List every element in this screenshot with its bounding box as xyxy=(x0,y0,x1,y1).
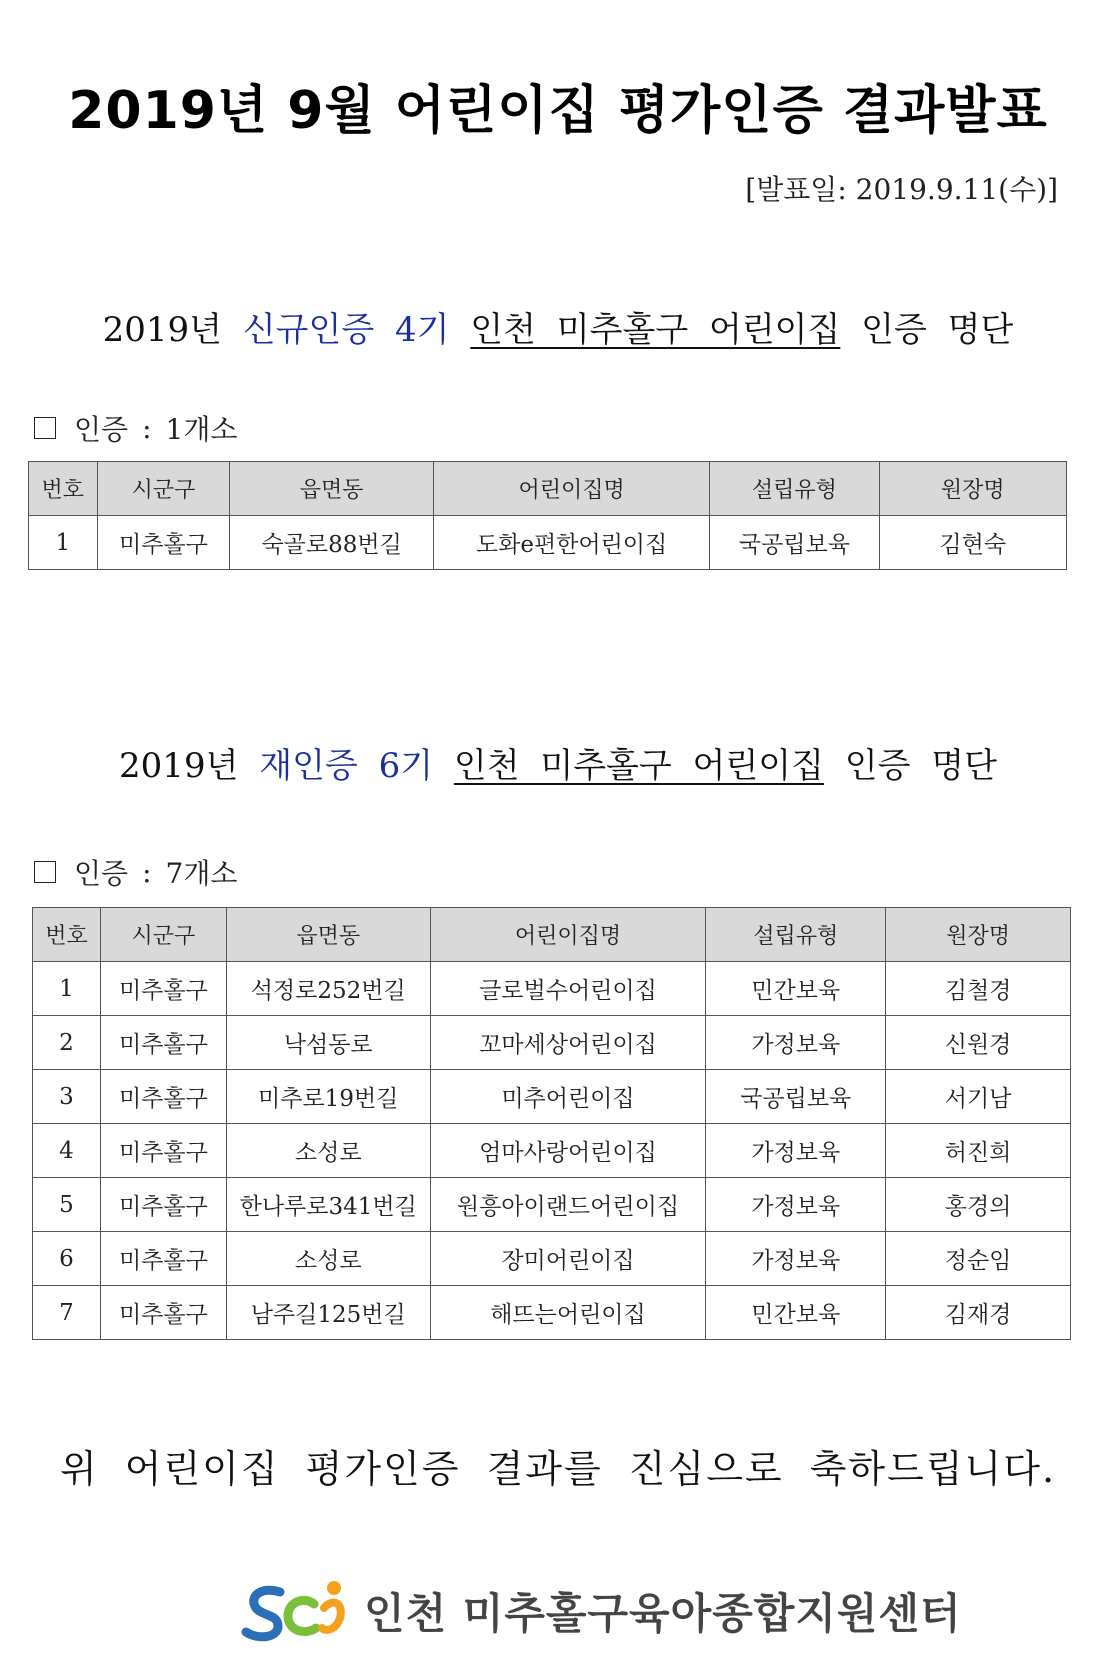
col-header-district: 시군구 xyxy=(97,462,230,516)
table-row xyxy=(33,1232,1071,1286)
table-header-row xyxy=(29,462,1067,516)
count-separator: : xyxy=(142,411,152,445)
section2-suffix: 인증 명단 xyxy=(844,746,997,786)
col-header-district: 시군구 xyxy=(100,908,226,962)
cell-district: 미추홀구 xyxy=(97,516,230,570)
col-header-daycare-name: 어린이집명 xyxy=(430,908,706,962)
cell-number: 1 xyxy=(33,962,101,1016)
col-header-director: 원장명 xyxy=(886,908,1071,962)
announce-date: [발표일: 2019.9.11(수)] xyxy=(745,173,1058,206)
cell-district: 미추홀구 xyxy=(100,1178,226,1232)
cell-address: 미추로19번길 xyxy=(226,1070,430,1124)
cell-daycare-name: 장미어린이집 xyxy=(430,1232,706,1286)
cell-establishment-type: 가정보육 xyxy=(706,1016,886,1070)
cell-address: 소성로 xyxy=(226,1232,430,1286)
cell-daycare-name: 도화e편한어린이집 xyxy=(433,516,709,570)
cell-number: 6 xyxy=(33,1232,101,1286)
footer-logo xyxy=(240,1578,962,1644)
table-row xyxy=(33,1016,1071,1070)
cell-establishment-type: 가정보육 xyxy=(706,1232,886,1286)
cell-establishment-type: 국공립보육 xyxy=(706,1070,886,1124)
recertification-table xyxy=(32,907,1071,1340)
cell-address: 남주길125번길 xyxy=(226,1286,430,1340)
cell-district: 미추홀구 xyxy=(100,962,226,1016)
section2-region: 인천 미추홀구 어린이집 xyxy=(453,746,824,786)
cell-director: 신원경 xyxy=(886,1016,1071,1070)
col-header-establishment-type: 설립유형 xyxy=(710,462,879,516)
cell-daycare-name: 해뜨는어린이집 xyxy=(430,1286,706,1340)
cell-director: 서기남 xyxy=(886,1070,1071,1124)
cell-establishment-type: 가정보육 xyxy=(706,1124,886,1178)
cell-address: 숙골로88번길 xyxy=(230,516,434,570)
col-header-director: 원장명 xyxy=(879,462,1067,516)
cell-number: 5 xyxy=(33,1178,101,1232)
section1-type: 신규인증 4기 xyxy=(242,310,450,350)
count-separator: : xyxy=(142,855,152,889)
cell-daycare-name: 꼬마세상어린이집 xyxy=(430,1016,706,1070)
cell-address: 한나루로341번길 xyxy=(226,1178,430,1232)
col-header-establishment-type: 설립유형 xyxy=(706,908,886,962)
table-row xyxy=(33,1070,1071,1124)
section2-heading xyxy=(0,738,1116,787)
table-row xyxy=(33,1124,1071,1178)
congratulations-message: 위 어린이집 평가인증 결과를 진심으로 축하드립니다. xyxy=(59,1447,1057,1491)
cell-number: 3 xyxy=(33,1070,101,1124)
table-row xyxy=(33,1178,1071,1232)
cell-director: 김현숙 xyxy=(879,516,1067,570)
cell-number: 7 xyxy=(33,1286,101,1340)
checkbox-square-icon xyxy=(34,417,56,439)
col-header-number: 번호 xyxy=(29,462,98,516)
cell-director: 허진희 xyxy=(886,1124,1071,1178)
table-header-row xyxy=(33,908,1071,962)
col-header-daycare-name: 어린이집명 xyxy=(433,462,709,516)
cell-district: 미추홀구 xyxy=(100,1286,226,1340)
cell-establishment-type: 가정보육 xyxy=(706,1178,886,1232)
col-header-number: 번호 xyxy=(33,908,101,962)
cell-address: 낙섬동로 xyxy=(226,1016,430,1070)
section1-heading xyxy=(0,302,1116,351)
cell-address: 소성로 xyxy=(226,1124,430,1178)
cell-district: 미추홀구 xyxy=(100,1232,226,1286)
center-name: 인천 미추홀구육아종합지원센터 xyxy=(364,1589,962,1638)
table-row xyxy=(29,516,1067,570)
col-header-address: 읍면동 xyxy=(226,908,430,962)
section1-suffix: 인증 명단 xyxy=(861,310,1014,350)
cell-director: 정순임 xyxy=(886,1232,1071,1286)
cell-district: 미추홀구 xyxy=(100,1016,226,1070)
cell-district: 미추홀구 xyxy=(100,1124,226,1178)
cell-daycare-name: 미추어린이집 xyxy=(430,1070,706,1124)
table-row xyxy=(33,962,1071,1016)
cell-number: 1 xyxy=(29,516,98,570)
cell-director: 홍경의 xyxy=(886,1178,1071,1232)
checkbox-square-icon xyxy=(34,861,56,883)
section2-year: 2019년 xyxy=(119,746,239,786)
section1-region: 인천 미추홀구 어린이집 xyxy=(470,310,841,350)
section1-year: 2019년 xyxy=(102,310,222,350)
table-row xyxy=(33,1286,1071,1340)
count-label: 인증 xyxy=(74,413,129,446)
new-certification-table xyxy=(28,461,1067,570)
section2-count-line xyxy=(34,852,251,892)
count-value: 7개소 xyxy=(165,857,238,890)
cell-director: 김철경 xyxy=(886,962,1071,1016)
section1-count-line xyxy=(34,408,251,448)
cell-daycare-name: 엄마사랑어린이집 xyxy=(430,1124,706,1178)
count-value: 1개소 xyxy=(165,413,238,446)
col-header-address: 읍면동 xyxy=(230,462,434,516)
cell-number: 4 xyxy=(33,1124,101,1178)
cell-director: 김재경 xyxy=(886,1286,1071,1340)
page-title: 2019년 9월 어린이집 평가인증 결과발표 xyxy=(68,81,1048,141)
cell-district: 미추홀구 xyxy=(100,1070,226,1124)
cell-establishment-type: 민간보육 xyxy=(706,962,886,1016)
cell-number: 2 xyxy=(33,1016,101,1070)
center-logo-icon xyxy=(240,1578,350,1644)
cell-daycare-name: 원흥아이랜드어린이집 xyxy=(430,1178,706,1232)
section2-type: 재인증 6기 xyxy=(259,746,434,786)
cell-establishment-type: 국공립보육 xyxy=(710,516,879,570)
cell-daycare-name: 글로벌수어린이집 xyxy=(430,962,706,1016)
cell-establishment-type: 민간보육 xyxy=(706,1286,886,1340)
count-label: 인증 xyxy=(74,857,129,890)
cell-address: 석정로252번길 xyxy=(226,962,430,1016)
